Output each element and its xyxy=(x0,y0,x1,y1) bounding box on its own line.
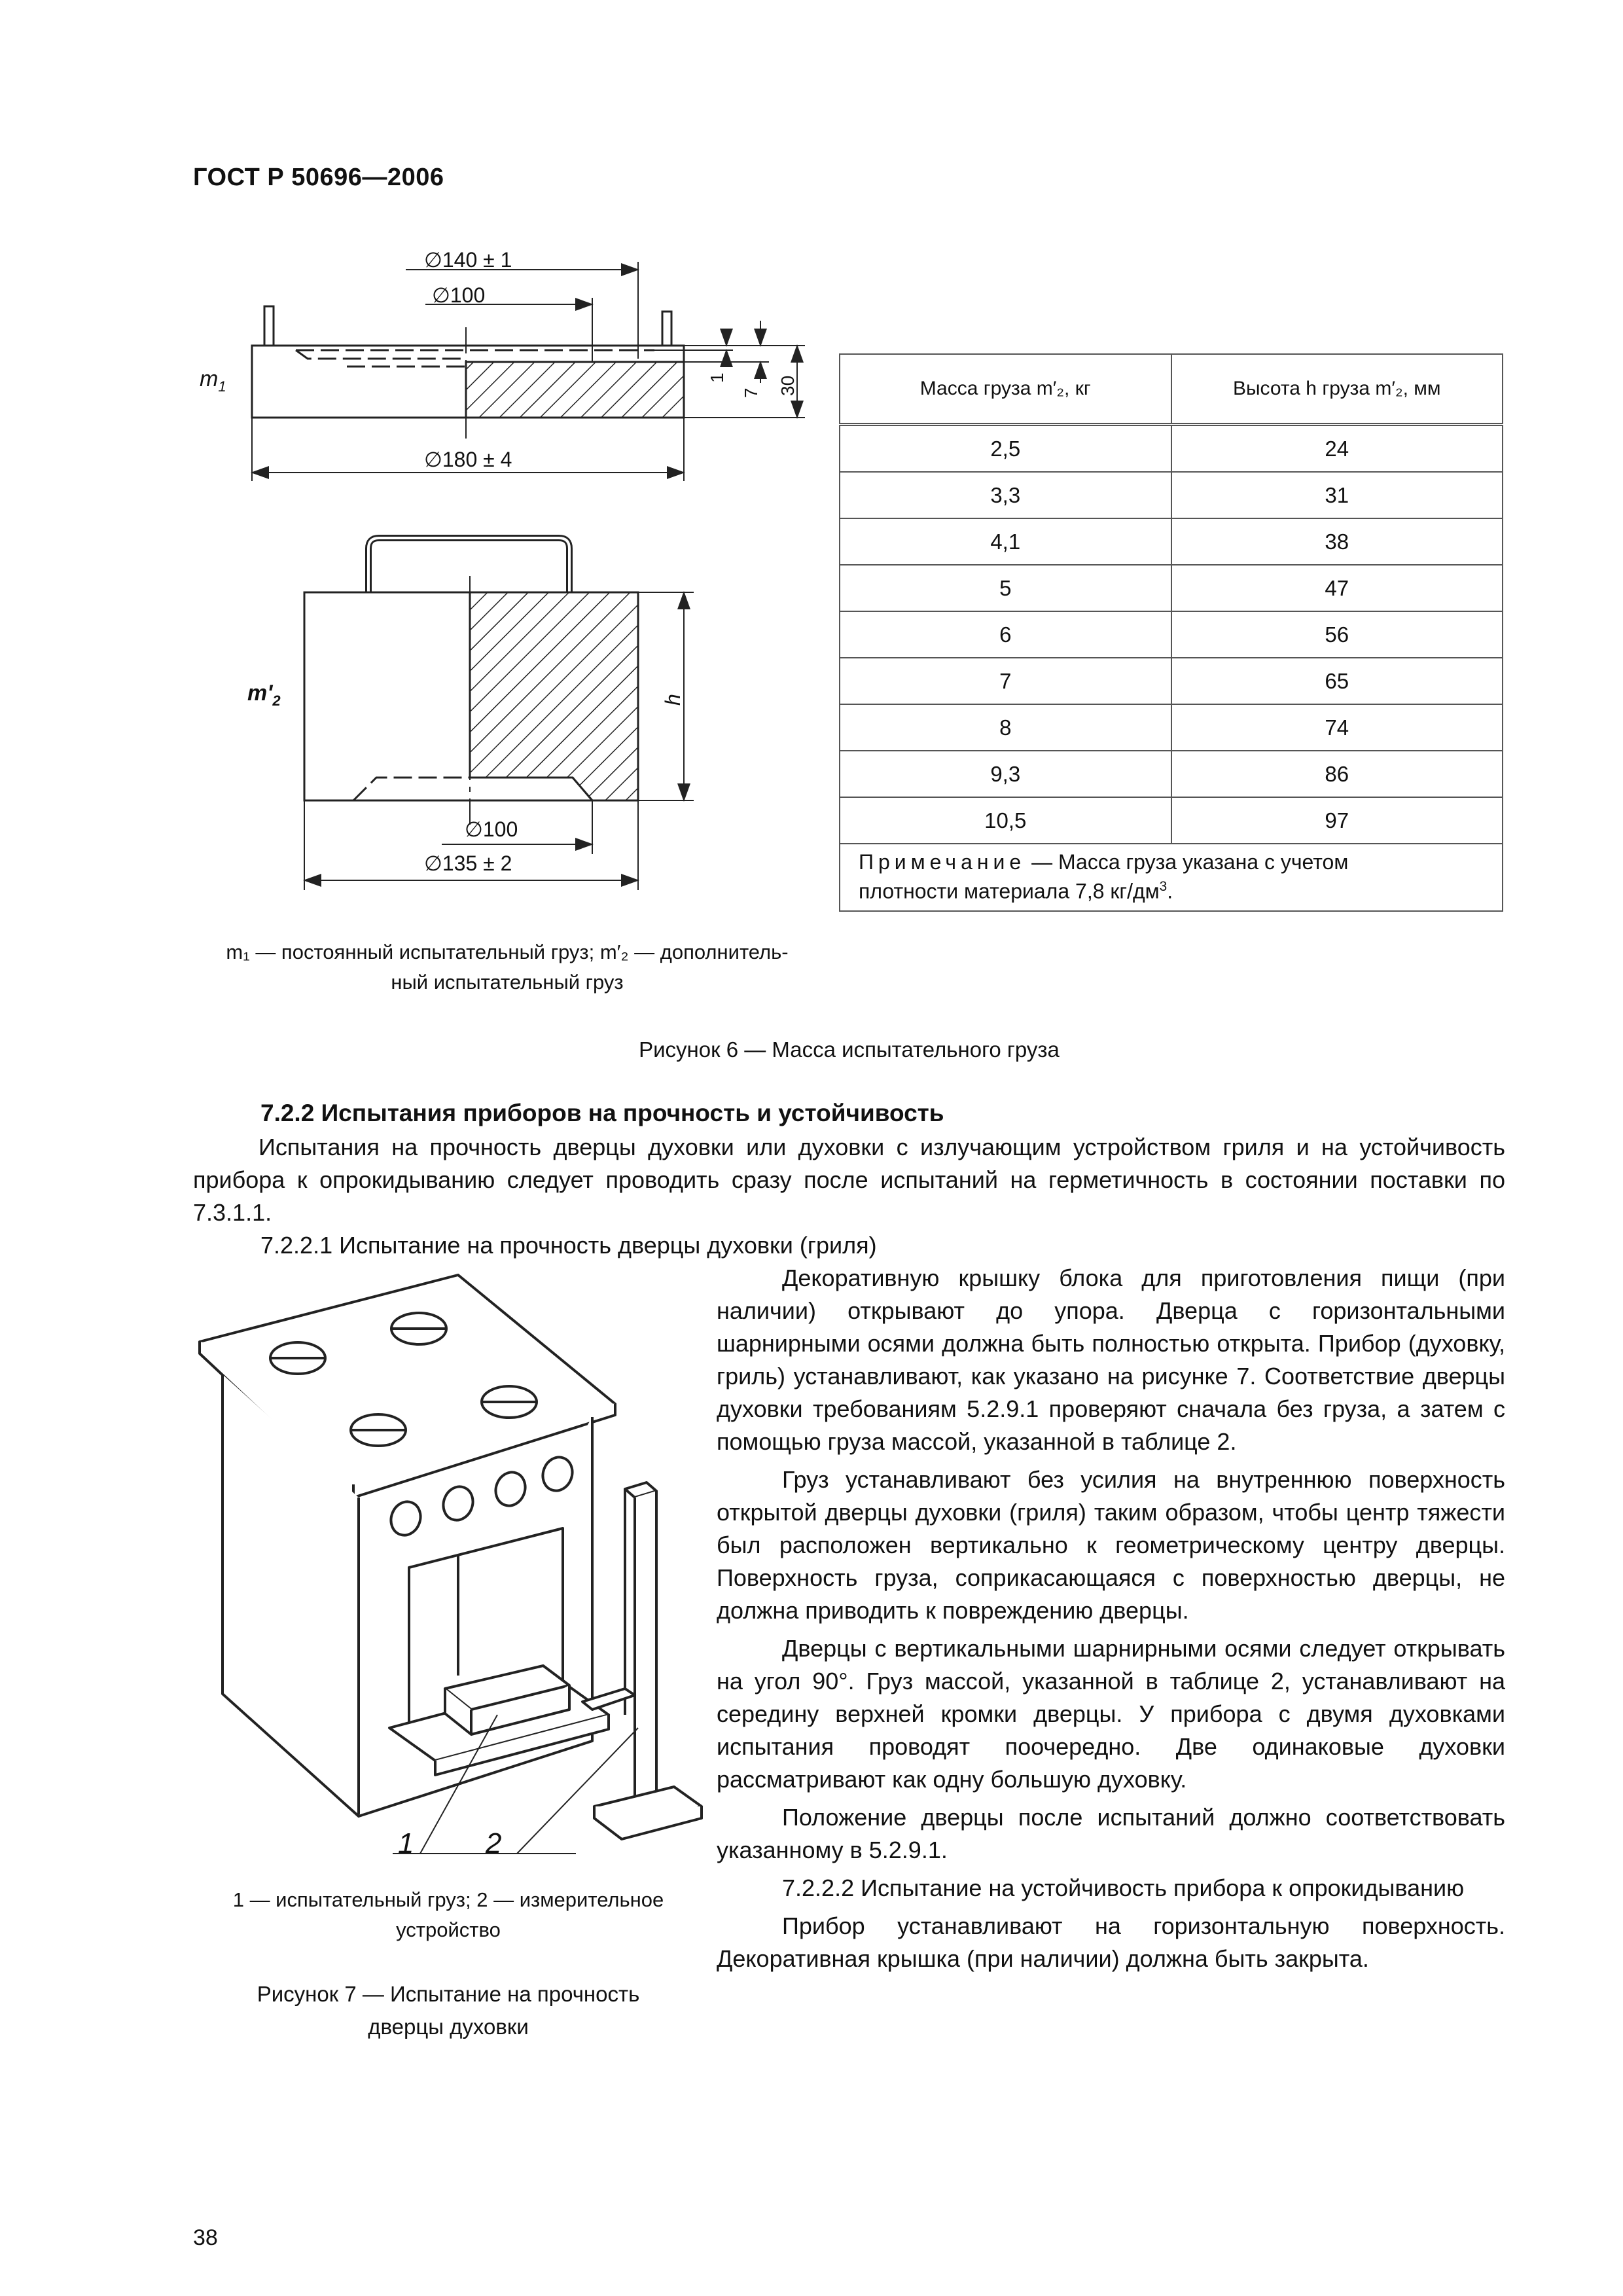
table-cell-height: 38 xyxy=(1171,518,1503,565)
dim-h: h xyxy=(661,694,685,706)
dim-d100-top: ∅100 xyxy=(432,283,486,307)
table-cell-mass: 10,5 xyxy=(840,797,1171,844)
figure-6-legend xyxy=(193,937,821,997)
table-cell-height: 65 xyxy=(1171,658,1503,704)
table-note xyxy=(840,844,1503,911)
subsection-2-heading: 7.2.2.2 Испытание на устойчивость прибора к опрокидыванию xyxy=(782,1874,1465,1901)
figure-6-legend-line1: m₁ — постоянный испытательный груз; m′₂ — дополнитель- xyxy=(226,941,789,963)
figure-6-caption: Рисунок 6 — Масса испытательного груза xyxy=(639,1037,1060,1062)
note-label: Примечание xyxy=(859,850,1026,874)
table-row xyxy=(840,797,1503,844)
label-m2: $m'_2$ xyxy=(247,681,281,709)
table-cell-height: 97 xyxy=(1171,797,1503,844)
figure-7-legend-line1: 1 — испытательный груз; 2 — измерительное xyxy=(232,1888,664,1911)
figure-7-stove xyxy=(200,1275,702,1854)
dim-d135: ∅135 ± 2 xyxy=(424,852,512,875)
dim-30: 30 xyxy=(777,375,798,396)
weight-m1-section xyxy=(252,262,805,481)
figure-7-legend-line2: устройство xyxy=(396,1918,501,1941)
table-cell-mass: 2,5 xyxy=(840,425,1171,473)
figure-7-label-2: 2 xyxy=(486,1827,502,1859)
table-cell-height: 74 xyxy=(1171,704,1503,751)
table-cell-mass: 3,3 xyxy=(840,472,1171,518)
table-cell-height: 56 xyxy=(1171,611,1503,658)
table-row xyxy=(840,472,1503,518)
table-body xyxy=(840,425,1503,844)
figure-7-caption-line1: Рисунок 7 — Испытание на прочность xyxy=(257,1982,640,2006)
table-row xyxy=(840,751,1503,797)
table-row xyxy=(840,704,1503,751)
table-cell-height: 31 xyxy=(1171,472,1503,518)
subsection-1-heading: 7.2.2.1 Испытание на прочность дверцы духовки (гриля) xyxy=(260,1232,877,1259)
note-text-1: — Масса груза указана с учетом xyxy=(1026,850,1349,874)
table-row xyxy=(840,518,1503,565)
section-intro: Испытания на прочность дверцы духовки или духовки с излучающим устройством гриля и на устойчивость прибора к опрокидыванию следует проводить сразу после испытаний на герметичность в состоянии поставки по 7.3.1.1. xyxy=(193,1134,1505,1226)
table-header-height: Высота h груза m′₂, мм xyxy=(1171,354,1503,425)
table-row xyxy=(840,565,1503,611)
right-column-text xyxy=(717,1262,1505,1975)
paragraph-1: Декоративную крышку блока для приготовления пищи (при наличии) открывают до упора. Дверца с горизонтальными шарнирными осями должна быть полностью открыта. Прибор (духовку, гриль) устанавливают, как указано на рисунке 7. Соответствие дверцы духовки требованиям 5.2.9.1 проверяют сначала без груза, а затем с помощью груза массой, указанной в таблице 2. xyxy=(717,1265,1505,1455)
note-end: . xyxy=(1167,879,1173,903)
paragraph-4: Положение дверцы после испытаний должно соответствовать указанному в 5.2.9.1. xyxy=(717,1804,1505,1863)
table-cell-height: 86 xyxy=(1171,751,1503,797)
table-cell-mass: 7 xyxy=(840,658,1171,704)
figure-7-legend xyxy=(193,1885,704,1945)
page-number: 38 xyxy=(193,2225,218,2250)
table-cell-mass: 6 xyxy=(840,611,1171,658)
table-row xyxy=(840,611,1503,658)
figure-7-caption-line2: дверцы духовки xyxy=(368,2015,529,2039)
table-header-mass: Масса груза m′₂, кг xyxy=(840,354,1171,425)
dim-1: 1 xyxy=(707,372,727,383)
paragraph-3: Дверцы с вертикальными шарнирными осями следует открывать на угол 90°. Груз массой, указанной в таблице 2, устанавливают на середину верхней кромки дверцы. У прибора с двумя духовками испытания проводят поочередно. Две одинаковые духовки рассматривают как одну большую духовку. xyxy=(717,1635,1505,1793)
table-row xyxy=(840,658,1503,704)
dim-d180: ∅180 ± 4 xyxy=(424,448,512,471)
figure-7-label-1: 1 xyxy=(398,1827,414,1859)
table-cell-mass: 4,1 xyxy=(840,518,1171,565)
note-sup: 3 xyxy=(1159,879,1168,894)
paragraph-2: Груз устанавливают без усилия на внутреннюю поверхность открытой дверцы духовки (гриля) таким образом, чтобы центр тяжести был расположен вертикально к геометрическому центру дверцы. Поверхность груза, соприкасающаяся с поверхностью дверцы, не должна приводить к повреждению дверцы. xyxy=(717,1466,1505,1624)
figure-7-caption xyxy=(193,1978,704,2043)
weight-height-table xyxy=(839,353,1503,912)
dim-d100-bottom: ∅100 xyxy=(465,817,518,841)
table-cell-mass: 9,3 xyxy=(840,751,1171,797)
label-m1: $m_1$ xyxy=(200,367,226,395)
table-cell-mass: 5 xyxy=(840,565,1171,611)
document-header: ГОСТ Р 50696—2006 xyxy=(193,164,444,191)
paragraph-5: Прибор устанавливают на горизонтальную поверхность. Декоративная крышка (при наличии) должна быть закрыта. xyxy=(717,1912,1505,1972)
table-row xyxy=(840,425,1503,473)
table-cell-height: 24 xyxy=(1171,425,1503,473)
table-cell-height: 47 xyxy=(1171,565,1503,611)
table-cell-mass: 8 xyxy=(840,704,1171,751)
dim-d140: ∅140 ± 1 xyxy=(424,248,512,272)
section-heading: 7.2.2 Испытания приборов на прочность и устойчивость xyxy=(260,1100,944,1126)
figure-6-legend-line2: ный испытательный груз xyxy=(391,971,624,994)
note-text-2: плотности материала 7,8 кг/дм xyxy=(859,879,1160,903)
dim-7: 7 xyxy=(741,387,761,398)
